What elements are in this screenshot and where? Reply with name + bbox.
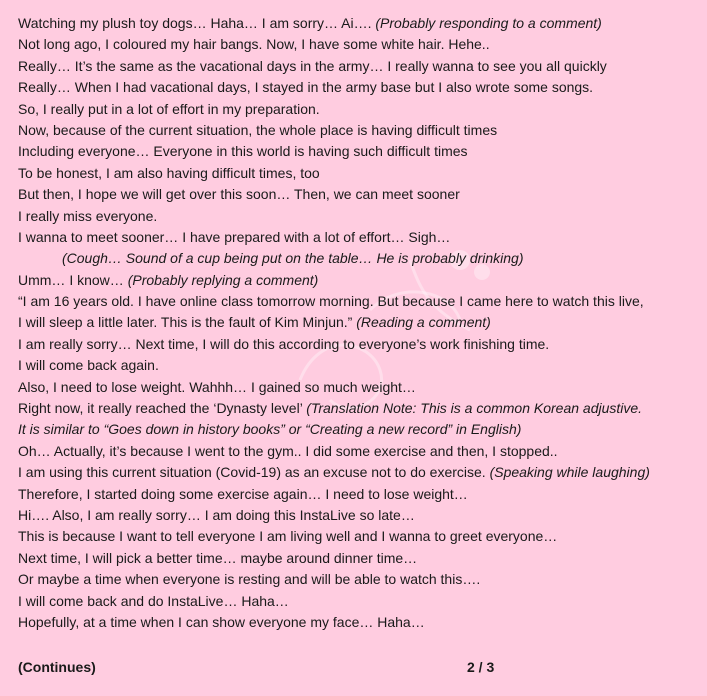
text-line bbox=[18, 163, 702, 184]
line-text: Or maybe a time when everyone is resting and will be able to watch this…. bbox=[18, 571, 481, 588]
text-line bbox=[18, 141, 702, 162]
line-text: I wanna to meet sooner… I have prepared with a lot of effort… Sigh… bbox=[18, 228, 451, 245]
line-text: Hi…. Also, I am really sorry… I am doing this InstaLive so late… bbox=[18, 506, 415, 523]
line-text: Right now, it really reached the ‘Dynasty level’ bbox=[18, 400, 307, 417]
line-text: Oh… Actually, it’s because I went to the gym.. I did some exercise and then, I stopped.. bbox=[18, 442, 558, 459]
text-line bbox=[18, 441, 702, 462]
text-line bbox=[18, 291, 702, 312]
line-text: This is because I want to tell everyone I am living well and I wanna to greet everyone… bbox=[18, 528, 558, 545]
line-italic-note: (Probably responding to a comment) bbox=[375, 15, 602, 31]
line-text: I will sleep a little later. This is the fault of Kim Minjun.” bbox=[18, 314, 357, 331]
line-text: I will come back again. bbox=[18, 357, 159, 374]
text-line bbox=[18, 34, 702, 55]
text-line bbox=[18, 13, 702, 34]
text-line bbox=[18, 206, 702, 227]
page-number: 2 / 3 bbox=[467, 659, 495, 675]
text-line bbox=[18, 270, 702, 291]
line-italic-note: (Probably replying a comment) bbox=[127, 271, 319, 288]
line-text: Therefore, I started doing some exercise again… I need to lose weight… bbox=[18, 485, 468, 502]
line-text: Watching my plush toy dogs… Haha… I am sorry… Ai…. bbox=[18, 15, 376, 31]
line-text: Now, because of the current situation, the whole place is having difficult times bbox=[18, 121, 498, 138]
text-line bbox=[18, 398, 702, 419]
line-italic-note: (Speaking while laughing) bbox=[489, 464, 650, 481]
text-line bbox=[18, 120, 702, 141]
text-line bbox=[18, 526, 702, 547]
line-italic-note: (Translation Note: This is a common Korean adjustive. bbox=[306, 400, 643, 417]
line-italic-note: (Reading a comment) bbox=[356, 314, 491, 331]
text-line bbox=[18, 377, 702, 398]
document-body bbox=[18, 13, 702, 633]
text-line bbox=[18, 248, 702, 269]
text-line bbox=[18, 419, 702, 440]
line-text: But then, I hope we will get over this soon… Then, we can meet sooner bbox=[18, 186, 460, 203]
text-line bbox=[18, 77, 702, 98]
text-line bbox=[18, 569, 702, 590]
line-text: Umm… I know… bbox=[18, 271, 128, 288]
text-line bbox=[18, 227, 702, 248]
line-text: I am really sorry… Next time, I will do this according to everyone’s work finishing time. bbox=[18, 335, 550, 352]
line-text: So, I really put in a lot of effort in my preparation. bbox=[18, 100, 320, 117]
line-text: To be honest, I am also having difficult times, too bbox=[18, 164, 320, 181]
line-text: Hopefully, at a time when I can show everyone my face… Haha… bbox=[18, 613, 425, 630]
text-line bbox=[18, 548, 702, 569]
line-text: Really… It’s the same as the vacational days in the army… I really wanna to see you all quickly bbox=[18, 57, 607, 74]
text-line bbox=[18, 56, 702, 77]
text-line bbox=[18, 312, 702, 333]
line-text: Not long ago, I coloured my hair bangs. Now, I have some white hair. Hehe.. bbox=[18, 36, 490, 53]
line-text: I really miss everyone. bbox=[18, 207, 158, 224]
text-line bbox=[18, 334, 702, 355]
text-line bbox=[18, 184, 702, 205]
line-italic-note: (Cough… Sound of a cup being put on the table… He is probably drinking) bbox=[62, 250, 524, 267]
line-italic-note: It is similar to “Goes down in history books” or “Creating a new record” in English) bbox=[18, 421, 522, 438]
line-text: “I am 16 years old. I have online class tomorrow morning. But because I came here to watch this live, bbox=[18, 293, 644, 310]
text-line bbox=[18, 484, 702, 505]
line-text: Including everyone… Everyone in this world is having such difficult times bbox=[18, 143, 468, 160]
line-text: Next time, I will pick a better time… maybe around dinner time… bbox=[18, 549, 418, 566]
line-text: Really… When I had vacational days, I stayed in the army base but I also wrote some songs. bbox=[18, 79, 594, 96]
text-line bbox=[18, 505, 702, 526]
text-line bbox=[18, 99, 702, 120]
text-line bbox=[18, 612, 702, 633]
line-text: I will come back and do InstaLive… Haha… bbox=[18, 592, 289, 609]
line-text: Also, I need to lose weight. Wahhh… I gained so much weight… bbox=[18, 378, 416, 395]
line-text: I am using this current situation (Covid-19) as an excuse not to do exercise. bbox=[18, 464, 490, 481]
text-line bbox=[18, 591, 702, 612]
text-line bbox=[18, 462, 702, 483]
continues-label: (Continues) bbox=[18, 659, 96, 675]
text-line bbox=[18, 355, 702, 376]
